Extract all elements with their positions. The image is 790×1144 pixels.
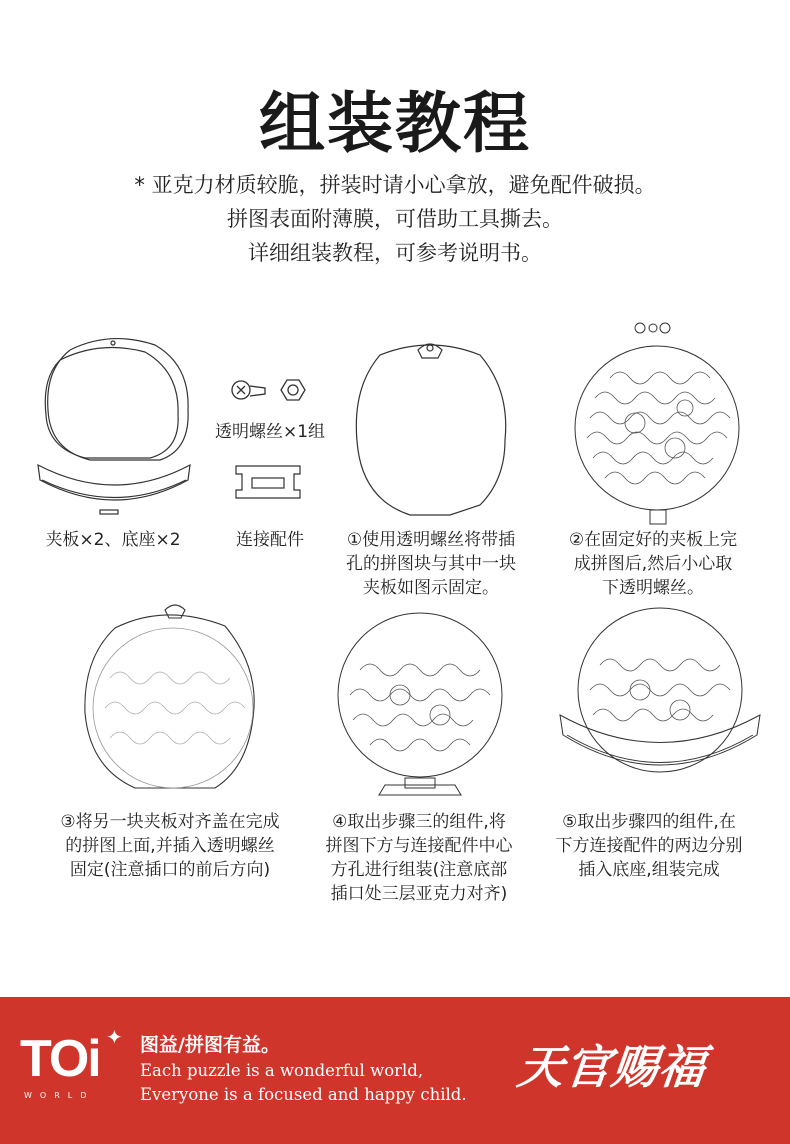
notes (0, 168, 790, 270)
step5-line: ⑤取出步骤四的组件,在 (562, 812, 736, 832)
footer-banner (0, 997, 790, 1144)
connector-illustration (228, 460, 308, 504)
connector-caption: 连接配件 (236, 530, 304, 550)
step3-line: 固定(注意插口的前后方向) (69, 860, 271, 880)
step5-illustration (555, 595, 765, 805)
star-icon: ✦ (106, 1025, 123, 1049)
toi-logo (20, 1025, 130, 1105)
step1-caption (326, 528, 536, 600)
step2-caption (548, 528, 758, 600)
step4-line: 插口处三层亚克力对齐) (330, 884, 508, 904)
page-title: 组装教程 (259, 85, 531, 162)
step4-line: 方孔进行组装(注意底部 (330, 860, 508, 880)
step5-line: 插入底座,组装完成 (578, 860, 720, 880)
step1-line: 孔的拼图块与其中一块 (346, 554, 516, 574)
step2-line: 下透明螺丝。 (602, 578, 704, 598)
step5-caption (534, 810, 764, 882)
step3-line: 的拼图上面,并插入透明螺丝 (65, 836, 275, 856)
step3-line: ③将另一块夹板对齐盖在完成 (60, 812, 280, 832)
step4-line: ④取出步骤三的组件,将 (332, 812, 506, 832)
screw-illustration (225, 372, 310, 408)
step4-line: 拼图下方与连接配件中心 (325, 836, 513, 856)
step3-illustration (75, 598, 265, 798)
logo-subtitle: WORLD (24, 1091, 95, 1100)
step3-caption (35, 810, 305, 882)
board-caption: 夹板×2、底座×2 (45, 530, 181, 550)
note-line: 拼图表面附薄膜，可借助工具撕去。 (227, 207, 563, 231)
step1-illustration (340, 330, 520, 530)
slogan-en-1: Each puzzle is a wonderful world, (140, 1061, 424, 1080)
note-line: 详细组装教程，可参考说明书。 (248, 241, 542, 265)
step2-line: 成拼图后,然后小心取 (573, 554, 733, 574)
note-line: * 亚克力材质较脆，拼装时请小心拿放，避免配件破损。 (134, 173, 656, 197)
logo-text: TOi (20, 1030, 100, 1088)
screw-caption: 透明螺丝×1组 (214, 422, 326, 442)
step2-line: ②在固定好的夹板上完 (568, 530, 738, 550)
step5-line: 下方连接配件的两边分别 (555, 836, 743, 856)
step4-caption (304, 810, 534, 906)
step4-illustration (325, 600, 515, 805)
step1-line: 夹板如图示固定。 (363, 578, 499, 598)
slogan-en-2: Everyone is a focused and happy child. (140, 1085, 467, 1104)
slogan-cn: 图益/拼图有益。 (140, 1034, 280, 1056)
brand-calligraphy: 天官赐福 (514, 1040, 709, 1094)
step2-illustration (565, 318, 750, 528)
step1-line: ①使用透明螺丝将带插 (346, 530, 516, 550)
slogan (140, 1031, 467, 1107)
board-base-illustration (30, 330, 200, 520)
